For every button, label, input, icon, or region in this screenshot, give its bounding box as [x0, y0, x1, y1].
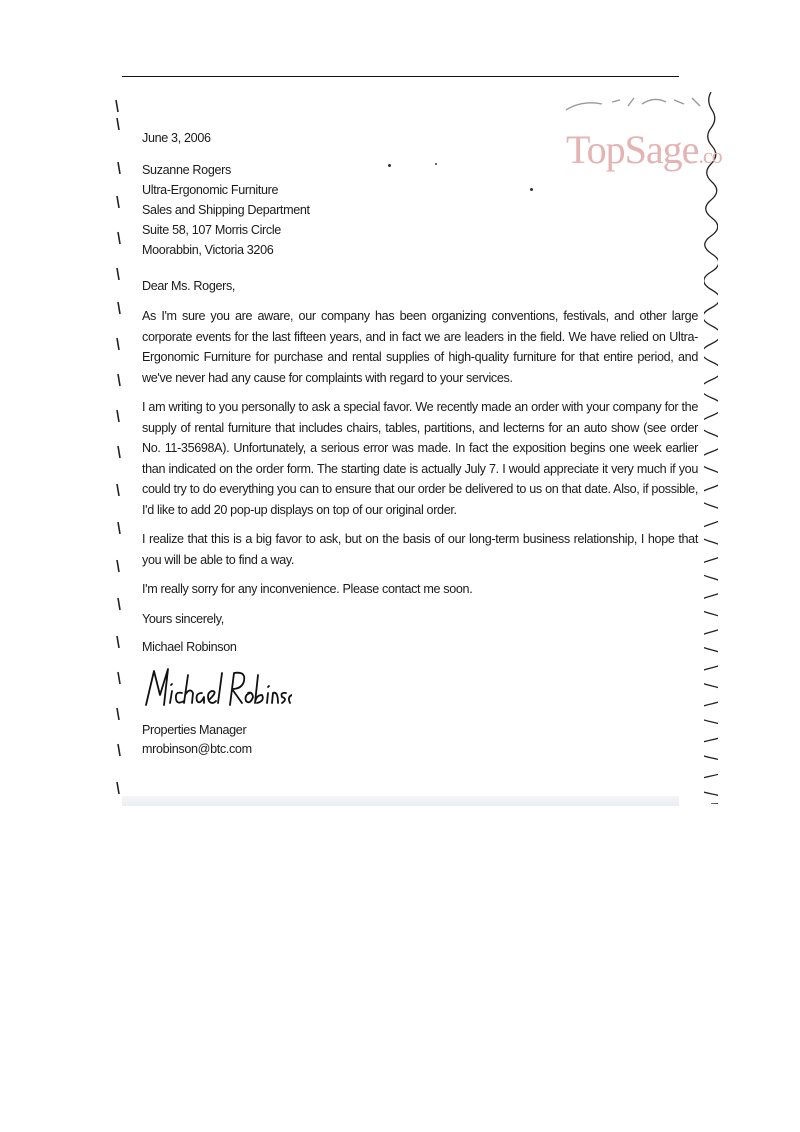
handwritten-signature	[142, 661, 292, 713]
salutation: Dear Ms. Rogers,	[142, 279, 236, 293]
recipient-address	[142, 160, 698, 260]
watermark-suffix: .co	[698, 143, 722, 168]
recipient-department: Sales and Shipping Department	[142, 203, 310, 217]
signer-title: Properties Manager	[142, 722, 247, 737]
signer-email: mrobinson@btc.com	[142, 741, 252, 756]
letter-date: June 3, 2006	[142, 131, 211, 145]
letter-body	[142, 128, 698, 759]
recipient-street: Suite 58, 107 Morris Circle	[142, 223, 281, 237]
left-torn-edge	[112, 92, 126, 804]
closing: Yours sincerely,	[142, 611, 224, 626]
signer-name: Michael Robinson	[142, 639, 237, 654]
body-paragraph: I am writing to you personally to ask a special favor. We recently made an order with your company for the supply of rental furniture that includes chairs, tables, partitions, and lecterns for an auto show (see order No. 11-35698A). Unfortunately, a serious error was made. In fact the exposition begins one week earlier than indicated on the order form. The starting date is actually July 7. I would appreciate it very much if you could try to do everything you can to ensure that our order be delivered to us on that date. Also, if possible, I'd like to add 20 pop-up displays on top of our original order.	[142, 400, 698, 517]
top-rule	[122, 76, 679, 77]
recipient-city: Moorabbin, Victoria 3206	[142, 243, 274, 257]
body-paragraph: I realize that this is a big favor to ask, but on the basis of our long-term business relationship, I hope that you will be able to find a way.	[142, 532, 698, 567]
watermark-scribble	[562, 92, 712, 122]
body-paragraph: I'm really sorry for any inconvenience. Please contact me soon.	[142, 582, 473, 596]
body-paragraph: As I'm sure you are aware, our company has been organizing conventions, festivals, and other large corporate events for the last fifteen years, and in fact we are leaders in the field. We have relied on Ultra-Ergonomic Furniture for purchase and rental supplies of high-quality furniture for that entire period, and we've never had any cause for complaints with regard to your services.	[142, 309, 698, 385]
recipient-company: Ultra-Ergonomic Furniture	[142, 183, 279, 197]
recipient-name: Suzanne Rogers	[142, 163, 231, 177]
right-torn-edge	[704, 92, 718, 804]
scan-bottom-shade	[122, 796, 679, 806]
watermark-text: TopSage	[566, 127, 699, 172]
